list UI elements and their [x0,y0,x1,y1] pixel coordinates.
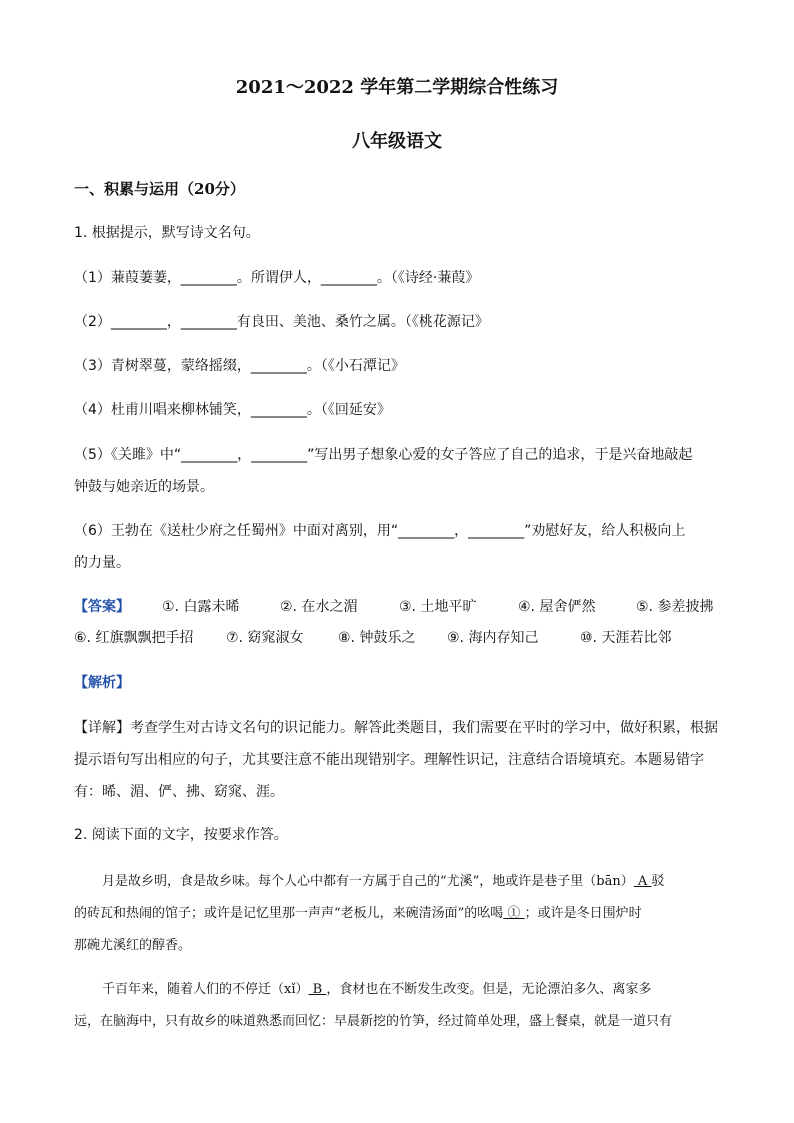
blank-a: A [633,874,652,889]
passage-line-4 [102,978,651,997]
detail-tag: 【详解】 [74,720,130,736]
answer-row-2 [74,627,724,649]
passage-text: 的砖瓦和热闹的馆子；或许是记忆里那一声声“老板儿，来碗清汤面”的吆喝 [74,906,504,921]
passage-line-3: 那碗尤溪红的醇香。 [74,938,192,953]
detail-line-2: 提示语句写出相应的句子，尤其要注意不能出现错别字。理解性识记，注意结合语境填充。本题易错字 [74,752,704,768]
question-1-stem: 1. 根据提示，默写诗文名句。 [74,225,260,241]
passage-text: 千百年来，随着人们的不停迁（xǐ） [102,982,309,997]
passage-text: 月是故乡明，食是故乡味。每个人心中都有一方属于自己的“尤溪”，地或许是巷子里（bān） [102,874,634,889]
answer-row-1 [74,596,724,618]
detail-line-3: 有：晞、湄、俨、拂、窈窕、涯。 [74,784,284,800]
answer-9: ⑨. 海内存知己 [447,630,539,646]
passage-line-1 [102,870,664,889]
q1-item-5-cont: 钟鼓与她亲近的场景。 [74,479,214,495]
q1-item-6: （6）王勃在《送杜少府之任蜀州》中面对离别，用“________，________”劝慰好友，给人积极向上 [74,523,686,539]
passage-text: ，食材也在不断发生改变。但是，无论漂泊多久、离家多 [326,982,652,997]
answer-4: ④. 屋舍俨然 [518,599,596,615]
detail-line-1 [74,717,718,737]
answer-2: ②. 在水之湄 [280,599,358,615]
q1-item-1: （1）蒹葭萋萋，________。所谓伊人，________。（《诗经·蒹葭》 [74,270,480,286]
analysis-tag: 【解析】 [74,675,130,691]
answer-1: ①. 白露未晞 [162,599,240,615]
section-heading: 一、积累与运用（20分） [74,180,245,198]
passage-text: 驳 [651,874,665,889]
page-title: 2021～2022 学年第二学期综合性练习 [235,77,559,98]
q1-item-6-cont: 的力量。 [74,555,130,571]
q1-item-2: （2）________，________有良田、美池、桑竹之属。（《桃花源记》 [74,314,489,330]
answer-3: ③. 土地平旷 [399,599,477,615]
blank-b: B [308,982,327,997]
passage-line-2 [74,902,642,921]
passage-line-5: 远，在脑海中，只有故乡的味道熟悉而回忆：早晨新挖的竹笋，经过简单处理，盛上餐桌，就是一道只有 [74,1014,673,1029]
answer-tag: 【答案】 [74,599,130,615]
blank-1: ① [503,906,525,921]
passage-text: ；或许是冬日围炉时 [524,906,642,921]
q1-item-5: （5）《关雎》中“________，________”写出男子想象心爱的女子答应了自己的追求，于是兴奋地敲起 [74,447,693,463]
question-2-stem: 2. 阅读下面的文字，按要求作答。 [74,827,288,843]
q1-item-4: （4）杜甫川唱来柳林铺笑，________。（《回延安》 [74,402,391,418]
answer-6: ⑥. 红旗飘飘把手招 [74,630,194,646]
answer-10: ⑩. 天涯若比邻 [580,630,672,646]
answer-7: ⑦. 窈窕淑女 [226,630,304,646]
page-subtitle: 八年级语文 [352,131,442,152]
q1-item-3: （3）青树翠蔓，蒙络摇缀，________。（《小石潭记》 [74,358,405,374]
detail-text-1: 考查学生对古诗文名句的识记能力。解答此类题目，我们需要在平时的学习中，做好积累，根据 [130,720,718,736]
answer-8: ⑧. 钟鼓乐之 [338,630,416,646]
answer-5: ⑤. 参差披拂 [636,599,714,615]
